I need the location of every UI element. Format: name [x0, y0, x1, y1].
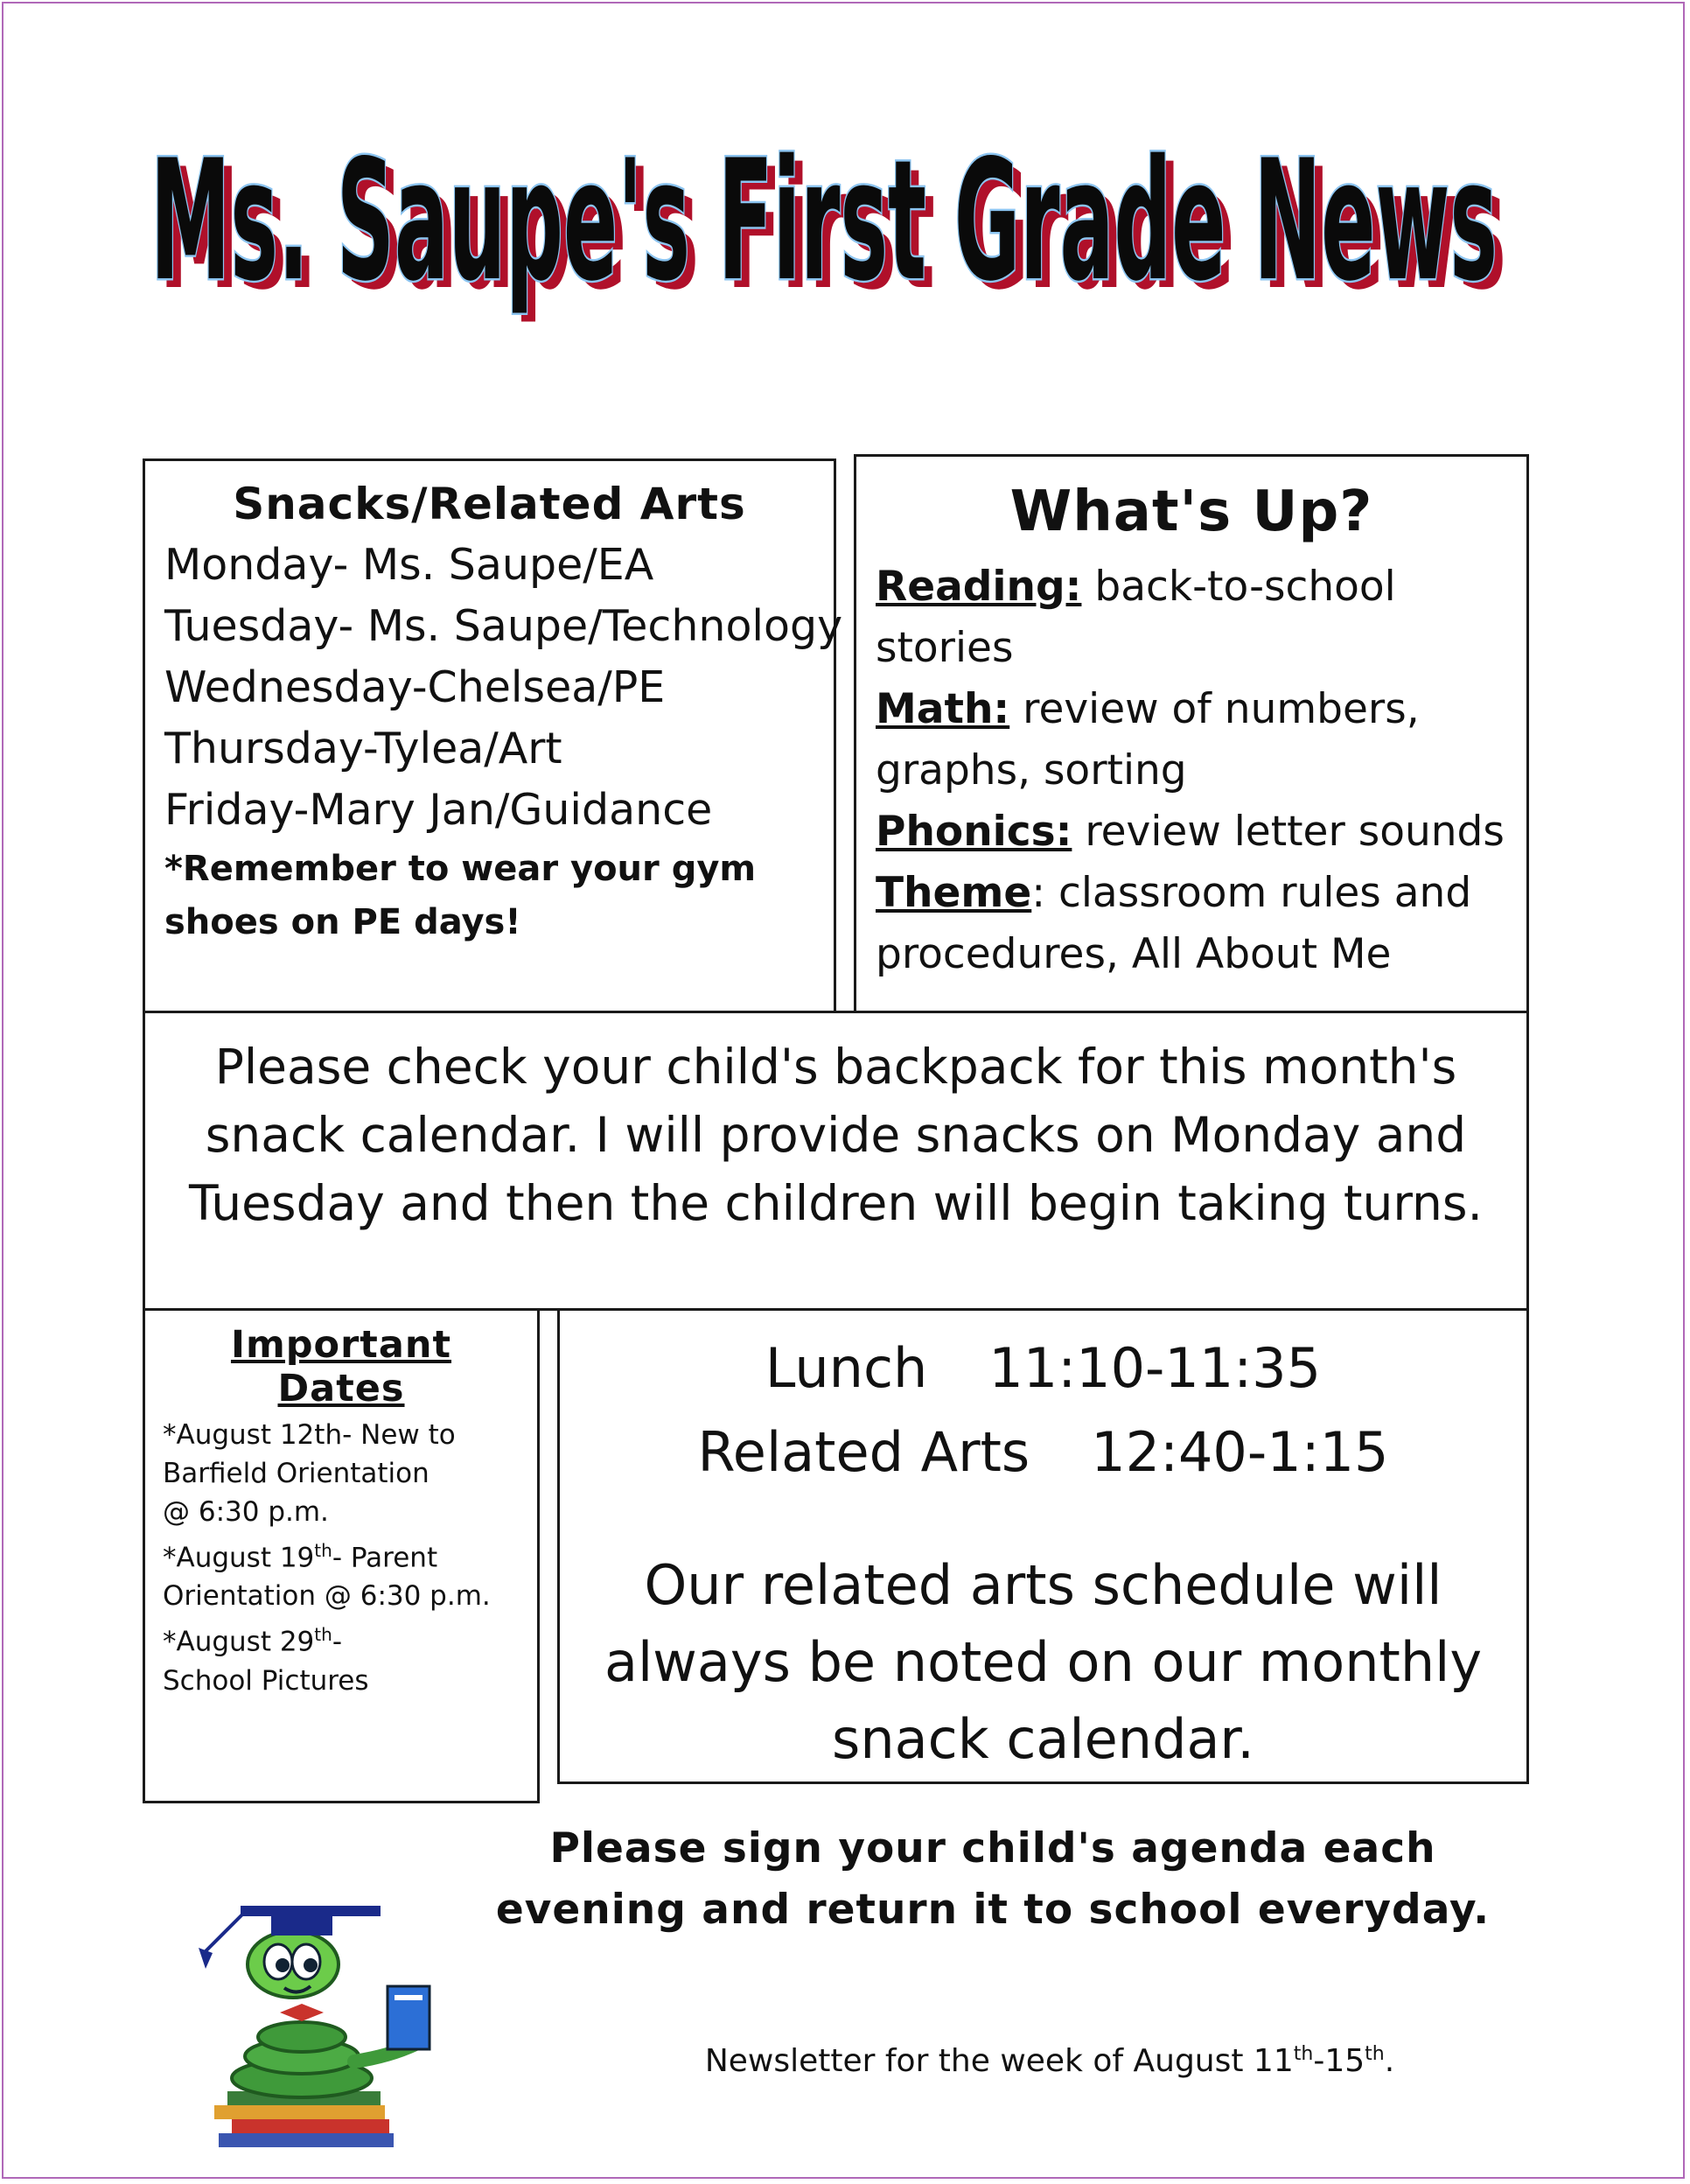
- math-text: review of numbers, graphs, sorting: [876, 685, 1420, 794]
- schedule-line-tuesday: Tuesday- Ms. Saupe/Technology: [164, 601, 843, 651]
- date-line: *August 12th- New to: [163, 1419, 456, 1451]
- date-line: School Pictures: [163, 1664, 369, 1697]
- gym-shoes-reminder: *Remember to wear your gym shoes on PE days!: [164, 849, 757, 942]
- theme-label: Theme: [876, 869, 1032, 917]
- schedule-line-wednesday: Wednesday-Chelsea/PE: [164, 662, 666, 712]
- lunch-time-row: [577, 1330, 1509, 1407]
- schedule-line-thursday: Thursday-Tylea/Art: [164, 724, 562, 774]
- important-dates-title: Important Dates: [230, 1323, 452, 1410]
- related-arts-time-row: [577, 1414, 1509, 1491]
- related-arts-time: 12:40-1:15: [1091, 1420, 1389, 1484]
- reading-item: [876, 556, 1507, 679]
- whats-up-title: What's Up?: [1009, 480, 1373, 544]
- important-dates-box: [143, 1308, 540, 1803]
- reading-label: Reading:: [876, 563, 1082, 611]
- theme-text: : classroom rules and procedures, All About Me: [876, 869, 1472, 978]
- phonics-item: [876, 802, 1507, 863]
- date-line: Barfield Orientation: [163, 1458, 429, 1489]
- schedule-line-friday: Friday-Mary Jan/Guidance: [164, 785, 713, 835]
- whats-up-box: [854, 454, 1529, 1013]
- phonics-label: Phonics:: [876, 808, 1072, 856]
- lunch-label: Lunch: [765, 1336, 928, 1400]
- date-line: @ 6:30 p.m.: [163, 1496, 329, 1528]
- newsletter-title: [131, 114, 1531, 359]
- date-line: *August 29th-: [163, 1624, 343, 1658]
- related-arts-note: Our related arts schedule will always be noted on our monthly snack calendar.: [604, 1553, 1483, 1771]
- reading-text: back-to-school stories: [876, 563, 1396, 672]
- bookworm-graduate-icon: [188, 1890, 477, 2152]
- snack-calendar-note-box: [143, 1011, 1529, 1311]
- lunch-time: 11:10-11:35: [988, 1336, 1322, 1400]
- newsletter-title-shadow: Ms. Saupe's First Grade News: [159, 133, 1506, 326]
- date-line: Orientation @ 6:30 p.m.: [163, 1580, 491, 1613]
- theme-item: [876, 863, 1507, 985]
- snack-calendar-note: Please check your child's backpack for this month's snack calendar. I will provide snacks on Monday and Tuesday and then the children will begin taking turns.: [188, 1039, 1483, 1231]
- snacks-title: Snacks/Related Arts: [233, 479, 746, 529]
- agenda-reminder: Please sign your child's agenda each evening and return it to school everyday.: [495, 1824, 1491, 1934]
- math-item: [876, 679, 1507, 802]
- phonics-text: review letter sounds: [1072, 808, 1505, 856]
- newsletter-week-note: Newsletter for the week of August 11th-15th.: [704, 2043, 1395, 2079]
- newsletter-title-text: Ms. Saupe's First Grade News: [150, 124, 1498, 318]
- date-line: *August 19th- Parent: [163, 1540, 438, 1574]
- lunch-schedule-box: [557, 1308, 1529, 1784]
- math-label: Math:: [876, 685, 1010, 733]
- schedule-line-monday: Monday- Ms. Saupe/EA: [164, 540, 654, 590]
- related-arts-label: Related Arts: [697, 1420, 1030, 1484]
- snacks-related-arts-box: [143, 458, 843, 1013]
